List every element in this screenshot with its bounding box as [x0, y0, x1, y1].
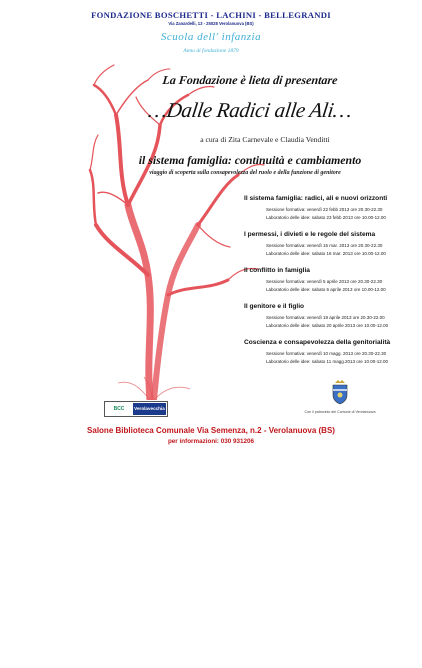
curated-by: a cura di Zita Carnevale e Claudia Venditti — [200, 135, 330, 144]
subtitle-description: viaggio di scoperta sulla consapevolezza del ruolo e della funzione di genitore — [149, 170, 341, 176]
session-laboratorio: Laboratorio delle idee: sabato 16 mar. 2013 ore 10.00-12.00 — [266, 251, 386, 256]
intro-text: La Fondazione è lieta di presentare — [161, 73, 339, 87]
main-title: …Dalle Radici alle Ali… — [146, 98, 354, 122]
municipal-crest-icon — [330, 379, 350, 405]
venue-address: Salone Biblioteca Comunale Via Semenza, n.2 - Verolanuova (BS) — [87, 426, 335, 435]
session-title: Il genitore e il figlio — [244, 303, 305, 310]
session-formativa: Sessione formativa: venerdì 5 aprile 2013 ore 20.30-22.30 — [266, 279, 383, 284]
session-laboratorio: Laboratorio delle idee: sabato 20 aprile 2013 ore 10.00-12.00 — [266, 323, 389, 328]
crest-caption: Con il patrocinio del Comune di Verolanuova — [304, 410, 376, 414]
session-laboratorio: Laboratorio delle idee: sabato 23 febb 2013 ore 10.00-12.00 — [266, 215, 386, 220]
session-formativa: Sessione formativa: venerdì 15 mar. 2013 ore 20.30-22.30 — [266, 243, 383, 248]
organization-title: FONDAZIONE BOSCHETTI - LACHINI - BELLEGRANDI — [91, 10, 331, 20]
session-formativa: Sessione formativa: venerdì 10 magg. 2013 ore 20.30-22.30 — [266, 351, 387, 356]
session-title: Il sistema famiglia: radici, ali e nuovi orizzonti — [244, 195, 388, 202]
organization-address: Via Zanardelli, 13 - 25028 Verolanuova (BS) — [168, 21, 254, 26]
session-laboratorio: Laboratorio delle idee: sabato 11 magg.2013 ore 10.00-12.00 — [266, 359, 389, 364]
session-title: Il conflitto in famiglia — [244, 267, 310, 274]
session-laboratorio: Laboratorio delle idee: sabato 6 aprile 2013 ore 10.00-12.00 — [266, 287, 386, 292]
bcc-logo-mark: BCC — [113, 406, 125, 412]
school-name: Scuola dell' infanzia — [160, 31, 262, 43]
info-phone: per informazioni: 030 931206 — [167, 438, 255, 445]
session-title: Coscienza e consapevolezza della genitorialità — [244, 339, 391, 346]
session-title: I permessi, i divieti e le regole del sistema — [244, 231, 376, 238]
subtitle: il sistema famiglia: continuità e cambiamento — [138, 153, 362, 167]
school-founding-year: Anno di fondazione 1879 — [183, 48, 239, 54]
bcc-bank-logo — [104, 401, 168, 417]
bcc-logo-name: Verolavecchia — [133, 403, 166, 415]
session-formativa: Sessione formativa: venerdì 19 aprile 2013 ore 20.30-22.00 — [266, 315, 385, 320]
session-formativa: Sessione formativa: venerdì 22 febb 2013 ore 20.30-22.30 — [266, 207, 383, 212]
